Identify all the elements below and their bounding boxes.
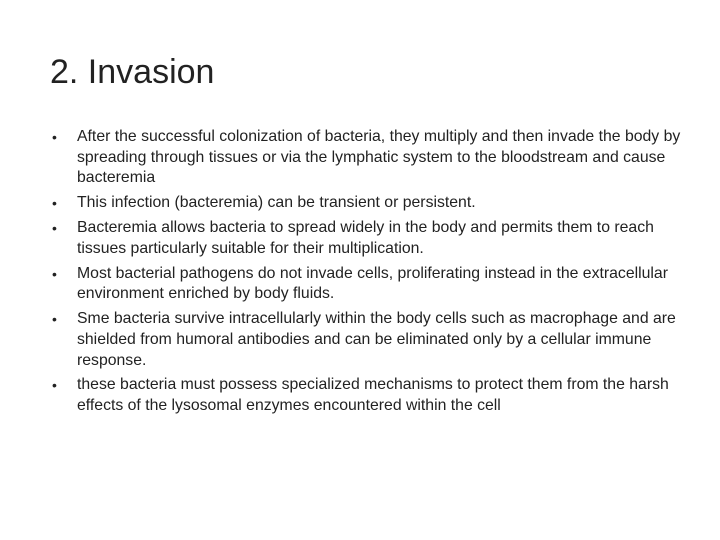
bullet-item bbox=[52, 218, 692, 259]
bullet-item bbox=[52, 127, 692, 189]
bullet-marker-icon: • bbox=[52, 195, 57, 212]
bullet-text: Bacteremia allows bacteria to spread widely in the body and permits them to reach tissues particularly suitable for their multiplication. bbox=[77, 219, 654, 257]
bullet-marker-icon: • bbox=[52, 311, 57, 328]
bullet-text: Sme bacteria survive intracellularly within the body cells such as macrophage and are shielded from humoral antibodies and can be eliminated only by a cellular immune response. bbox=[77, 310, 676, 369]
bullet-list bbox=[52, 127, 692, 421]
bullet-item bbox=[52, 375, 692, 416]
bullet-text: After the successful colonization of bacteria, they multiply and then invade the body by spreading through tissues or via the lymphatic system to the bloodstream and cause bacteremia bbox=[77, 128, 681, 187]
slide-title: 2. Invasion bbox=[50, 53, 215, 91]
bullet-item bbox=[52, 264, 692, 305]
bullet-text: Most bacterial pathogens do not invade cells, proliferating instead in the extracellular environment enriched by body fluids. bbox=[77, 264, 668, 303]
bullet-marker-icon: • bbox=[52, 265, 57, 282]
bullet-item bbox=[52, 193, 692, 214]
bullet-item bbox=[52, 309, 692, 371]
bullet-text: This infection (bacteremia) can be transient or persistent. bbox=[77, 194, 476, 212]
bullet-marker-icon: • bbox=[52, 129, 57, 145]
bullet-marker-icon: • bbox=[52, 377, 57, 394]
bullet-text: these bacteria must possess specialized mechanisms to protect them from the harsh effects of the lysosomal enzymes encountered within the cell bbox=[77, 376, 669, 415]
bullet-marker-icon: • bbox=[52, 220, 57, 237]
